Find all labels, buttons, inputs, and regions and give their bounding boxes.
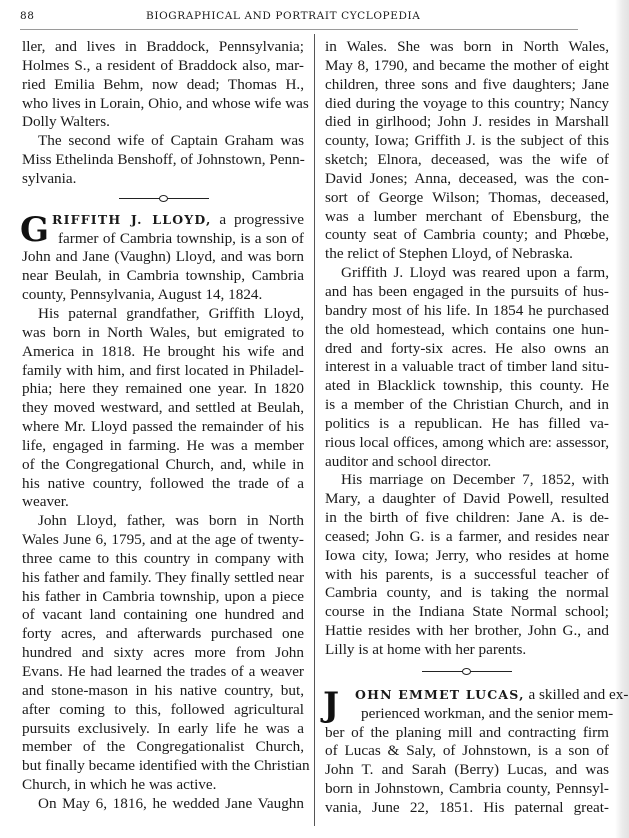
text-line: is a member of the Christian Church, and in: [325, 396, 609, 414]
drop-cap: J: [323, 684, 340, 725]
text-line: ceased; John G. is a farmer, and resides near: [325, 527, 609, 545]
biography-entry-griffith-lloyd: [22, 211, 304, 305]
text-line: near Beulah, in Cambria township, Cambria: [22, 267, 304, 285]
text-line: America in 1818. He brought his wife and: [22, 342, 304, 360]
text-line: with his parents, is a successful teacher of: [325, 565, 609, 583]
text-line: May 8, 1790, and became the mother of eight: [325, 56, 609, 74]
text-line: forty acres, and afterwards purchased one: [22, 625, 304, 643]
text-line: in Wales. She was born in North Wales,: [325, 38, 609, 55]
text-line: ried Emilia Behm, now dead; Thomas H.,: [22, 75, 304, 93]
text-line: sylvania.: [22, 169, 77, 187]
text-line: his father and family. They finally settled near: [22, 568, 304, 586]
header-rule: [20, 29, 578, 30]
text-line: farmer of Cambria township, is a son of: [58, 229, 304, 247]
text-line: county, Iowa; Griffith J. is the subject of this: [325, 132, 609, 150]
text-line: David Jones; Anna, deceased, was the con-: [325, 169, 609, 187]
text-line: Cambria county, and is taking the normal: [325, 584, 609, 602]
page-edge-shadow: [615, 0, 629, 838]
entry-name: OHN EMMET LUCAS,: [355, 686, 525, 702]
text-line: rious local offices, among which are: assessor,: [325, 433, 609, 451]
page-number: 88: [20, 10, 35, 22]
text-line: hundred and sixty acres more from John: [22, 644, 304, 662]
text-line: his father in Cambria township, upon a piece: [22, 587, 304, 605]
text-line: they moved westward, and settled at Beulah,: [22, 399, 304, 417]
father-paragraph: [22, 512, 310, 795]
text-line: bandry most of his life. In 1854 he purchased: [325, 301, 609, 319]
text-line: interest in a valuable tract of timber land situ-: [325, 358, 609, 376]
section-separator: [325, 660, 609, 686]
text-line: born in Johnstown, Cambria county, Pennsyl-: [325, 780, 609, 798]
text-line: John T. and Sarah (Berry) Lucas, and was: [325, 761, 609, 779]
text-line: life, engaged in farming. He was a member: [22, 436, 304, 454]
text-line: His paternal grandfather, Griffith Lloyd,: [38, 304, 304, 322]
biography-entry-john-emmet-lucas: [323, 684, 629, 818]
text-line: of the Congregational Church, and, while in: [22, 455, 304, 473]
text-line: Iowa city, Iowa; Jerry, who resides at home: [325, 546, 609, 564]
text-line: Mary, a daughter of David Powell, resulted: [325, 490, 609, 508]
entry-name: RIFFITH J. LLOYD,: [52, 211, 212, 227]
text-fragment: a progressive: [219, 210, 304, 228]
text-line: His marriage on December 7, 1852, with: [341, 471, 609, 489]
text-line: John Lloyd, father, was born in North: [38, 512, 304, 530]
text-line: member of the Congregationalist Church,: [22, 738, 304, 756]
text-line: course in the Indiana State Normal school;: [325, 603, 609, 621]
text-line: sort of George Wilson; Thomas, deceased,: [325, 188, 609, 206]
second-wife-paragraph: [22, 132, 304, 189]
drop-cap: G: [20, 209, 50, 250]
farm-paragraph: [325, 264, 609, 471]
left-column: [20, 38, 310, 814]
text-line: Griffith J. Lloyd was reared upon a farm,: [341, 264, 609, 282]
text-line: pursuits exclusively. In early life he was a: [22, 719, 304, 737]
text-line: the old homestead, which contains one hun-: [325, 320, 609, 338]
text-line: Miss Ethelinda Benshoff, of Johnstown, Penn-: [22, 151, 305, 169]
text-line: was a lumber merchant of Ebensburg, the: [325, 207, 609, 225]
text-line: politics is a republican. He has filled va-: [325, 414, 609, 432]
text-line: sketch; Elnora, deceased, was the wife of: [325, 151, 609, 169]
text-line: John and Jane (Vaughn) Lloyd, and was born: [22, 248, 304, 266]
text-line: Evans. He had learned the trades of a weaver: [22, 663, 304, 680]
text-line: was born in North Wales, but emigrated to: [22, 323, 304, 341]
text-line: three came to this country in company with: [22, 549, 304, 567]
text-line: ber of the planing mill and contracting firm: [325, 723, 609, 741]
text-line: dred and forty-six acres. He also owns an: [325, 339, 609, 357]
text-line: children, three sons and five daughters; Jane: [325, 75, 609, 93]
separator-ornament-icon: [462, 668, 471, 675]
text-line: phia; here they remained one year. In 1820: [22, 380, 304, 398]
text-line: and has been engaged in the pursuits of hus-: [325, 282, 609, 300]
text-line: family with him, and first located in Philadel-: [22, 361, 304, 379]
text-line: died during the voyage to this country; Nancy: [325, 94, 609, 112]
text-line: vania, June 22, 1851. His paternal great-: [325, 798, 609, 816]
children-paragraph: [325, 38, 609, 264]
text-line: Lilly is at home with her parents.: [325, 641, 527, 658]
text-line: who lives in Lorain, Ohio, and whose wife was: [22, 94, 309, 112]
text-line: perienced workman, and the senior mem-: [361, 704, 614, 722]
right-column: [323, 38, 629, 818]
continuation-paragraph: [22, 38, 309, 132]
section-separator: [22, 189, 304, 211]
page-header: [20, 10, 580, 28]
running-title: BIOGRAPHICAL AND PORTRAIT CYCLOPEDIA: [146, 10, 421, 22]
text-fragment: a skilled and ex-: [528, 685, 629, 703]
text-line: the relict of Stephen Lloyd, of Nebraska.: [325, 245, 573, 263]
separator-ornament-icon: [159, 195, 168, 202]
wedding-line: On May 6, 1816, he wedded Jane Vaughn: [38, 794, 304, 812]
text-line: auditor and school director.: [325, 452, 492, 470]
text-line: The second wife of Captain Graham was: [38, 132, 304, 150]
column-divider: [314, 34, 315, 826]
marriage-paragraph: [325, 471, 609, 659]
text-line: county seat of Cambria county; and Phœbe,: [325, 226, 609, 244]
text-line: his native country, followed the trade of a: [22, 474, 304, 492]
text-line: Wales June 6, 1795, and at the age of twenty-: [22, 531, 304, 549]
text-line: Holmes S., a resident of Braddock also, mar-: [22, 56, 304, 74]
grandfather-paragraph: [22, 305, 304, 512]
text-line: after coming to this, followed agricultural: [22, 700, 304, 718]
entry-first-line: [325, 685, 629, 705]
text-line: Church, in which he was active.: [22, 776, 217, 794]
text-line: ller, and lives in Braddock, Pennsylvania;: [22, 38, 304, 55]
text-line: county, Pennsylvania, August 14, 1824.: [22, 286, 263, 304]
text-line: where Mr. Lloyd passed the remainder of his: [22, 418, 304, 436]
text-line: in the birth of five children: Jane A. is de-: [325, 509, 609, 527]
text-line: Hattie resides with her brother, John G., and: [325, 622, 609, 640]
text-line: and stone-mason in his native country, but,: [22, 681, 304, 699]
text-line: of vacant land containing one hundred and: [22, 606, 304, 624]
text-line: weaver.: [22, 493, 69, 511]
text-line: died in girlhood; John J. resides in Marshall: [325, 113, 609, 131]
text-line: Dolly Walters.: [22, 113, 110, 131]
text-line: but finally became identified with the Christian: [22, 757, 310, 775]
text-line: of Lucas & Saly, of Johnstown, is a son of: [325, 742, 609, 760]
text-line: ated in Blacklick township, this county. He: [325, 377, 609, 395]
entry-first-line: [22, 211, 304, 230]
